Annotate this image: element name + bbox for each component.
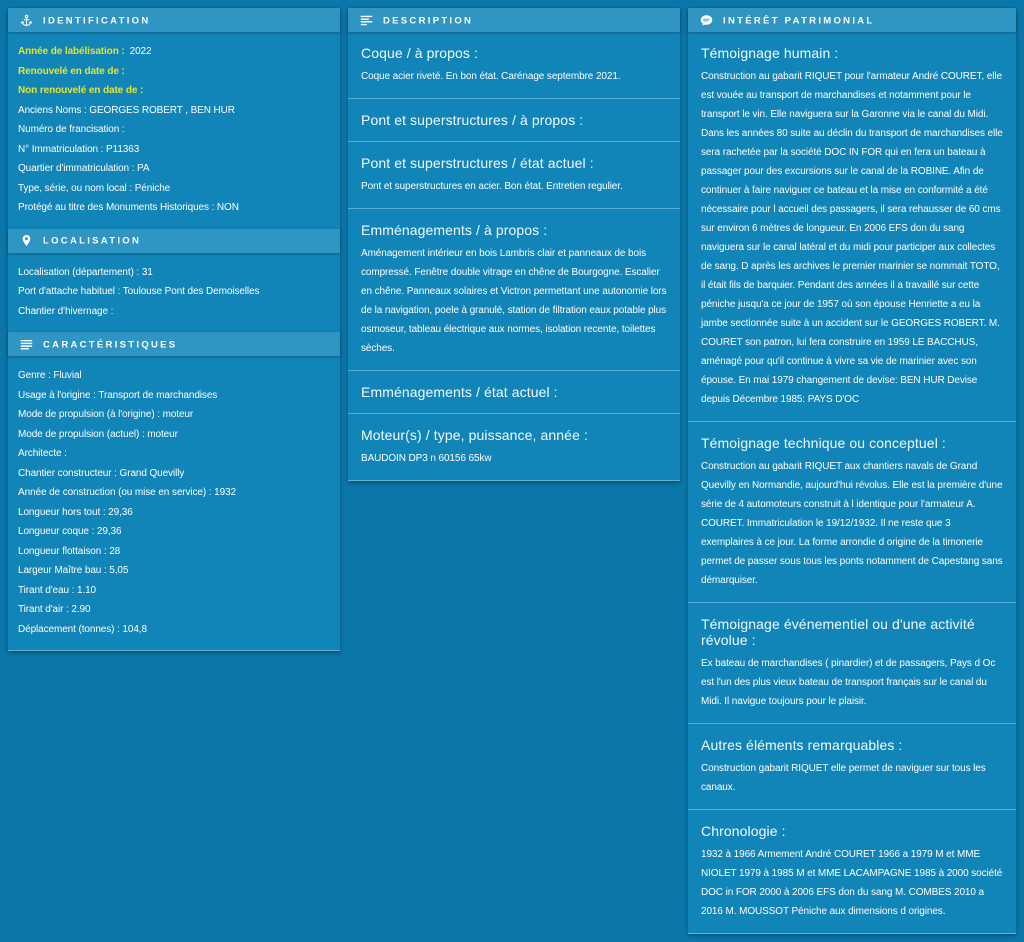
field-row: Tirant d'eau : 1.10 [18, 584, 97, 596]
subsection-heading: Emménagements / état actuel : [361, 384, 558, 400]
field-row [18, 42, 330, 62]
subsection-body: Coque acier riveté. En bon état. Carénage septembre 2021. [361, 71, 621, 82]
right-column [688, 8, 1016, 934]
subsection-heading: Moteur(s) / type, puissance, année : [361, 427, 588, 443]
field-row: Année de construction (ou mise en service) : 1932 [18, 487, 237, 498]
subsection-heading: Témoignage événementiel ou d'une activité révolue : [701, 616, 975, 648]
field-row: Port d'attache habituel : Toulouse Pont des Demoiselles [18, 286, 260, 297]
subsection-body: BAUDOIN DP3 n 60156 65kw [361, 453, 492, 464]
section-header-identification [8, 8, 340, 32]
field-label: Année de labélisation : [18, 46, 125, 57]
identification-fields [8, 32, 340, 229]
field-row: N° Immatriculation : P11363 [18, 143, 140, 155]
subsection-body: 1932 à 1966 Armement André COURET 1966 a 1979 M et MME NIOLET 1979 à 1985 M et MME LACAMPAGNE 1985 à 2000 société DOC in FOR 2000 à 2006 EFS don du sang M. COMBES 2010 a 2016 M. MOUSSOT Péniche aux dimensions d origines. [701, 849, 1003, 917]
subsection-heading: Témoignage humain : [701, 45, 839, 61]
field-row: Quartier d'immatriculation : PA [18, 163, 150, 174]
description-section [348, 371, 680, 414]
section-title: CARACTÉRISTIQUES [43, 339, 178, 350]
align-left-icon [360, 14, 373, 27]
field-row: Longueur flottaison : 28 [18, 545, 121, 557]
field-row: Localisation (département) : 31 [18, 266, 153, 278]
section-header-caracteristiques [8, 332, 340, 356]
field-row: Type, série, ou nom local : Péniche [18, 182, 171, 194]
sliders-icon [20, 338, 33, 351]
field-row: Chantier constructeur : Grand Quevilly [18, 467, 185, 479]
subsection-body: Construction au gabarit RIQUET aux chantiers navals de Grand Quevilly en Normandie, aujourd'hui révolus. Elle est la première d'une série de 4 automoteurs construit à l identique pour l'armateur A. COURET. Immatriculation le 19/12/1932. Il ne reste que 3 exemplaires à ce jour. La forme arrondie d origine de la timonerie permet de passer sous tous les ponts notamment de Capestang sans démarquiser. [701, 461, 1003, 586]
description-section [348, 414, 680, 480]
field-row: Chantier d'hivernage : [18, 305, 114, 317]
subsection-heading: Témoignage technique ou conceptuel : [701, 435, 946, 451]
description-section [348, 32, 680, 99]
field-row: Largeur Maître bau : 5,05 [18, 565, 129, 576]
middle-column [348, 8, 680, 481]
field-row: Longueur hors tout : 29,36 [18, 506, 133, 518]
field-row: Numéro de francisation : [18, 124, 125, 135]
interet-section [688, 603, 1016, 724]
field-row: Protégé au titre des Monuments Historiques : NON [18, 202, 239, 213]
field-label: Renouvelé en date de : [18, 65, 125, 77]
panel-identification [8, 8, 340, 651]
section-title: LOCALISATION [43, 235, 142, 247]
field-row: Tirant d'air : 2.90 [18, 604, 91, 615]
anchor-icon [20, 14, 33, 27]
subsection-heading: Pont et superstructures / à propos : [361, 112, 584, 128]
interet-section [688, 810, 1016, 933]
description-section [348, 142, 680, 209]
field-row: Usage à l'origine : Transport de marchandises [18, 389, 218, 401]
field-label: Non renouvelé en date de : [18, 85, 144, 96]
caracteristiques-fields [8, 356, 340, 650]
subsection-heading: Pont et superstructures / état actuel : [361, 155, 594, 171]
map-pin-icon [20, 234, 33, 247]
section-title: DESCRIPTION [383, 15, 474, 26]
section-title: IDENTIFICATION [43, 15, 151, 26]
field-row: Genre : Fluvial [18, 370, 82, 381]
section-header-interet-patrimonial [688, 8, 1016, 32]
field-row: Déplacement (tonnes) : 104,8 [18, 623, 147, 635]
localisation-fields [8, 253, 340, 333]
subsection-heading: Chronologie : [701, 823, 786, 839]
field-row: Mode de propulsion (actuel) : moteur [18, 428, 178, 440]
description-section [348, 209, 680, 371]
field-row: Architecte : [18, 448, 67, 459]
field-value: 2022 [129, 46, 152, 57]
field-row: Anciens Noms : GEORGES ROBERT , BEN HUR [18, 104, 235, 116]
section-header-description [348, 8, 680, 32]
panel-interet-patrimonial [688, 8, 1016, 934]
field-row: Mode de propulsion (à l'origine) : moteur [18, 409, 194, 420]
subsection-heading: Autres éléments remarquables : [701, 737, 903, 753]
left-column [8, 8, 340, 651]
subsection-body: Pont et superstructures en acier. Bon état. Entretien regulier. [361, 181, 623, 192]
interet-section [688, 32, 1016, 422]
section-header-localisation [8, 229, 340, 253]
comment-icon [700, 14, 713, 27]
panel-description [348, 8, 680, 481]
interet-section [688, 724, 1016, 810]
field-row: Longueur coque : 29,36 [18, 526, 122, 537]
field-row [18, 62, 330, 82]
description-section [348, 99, 680, 142]
subsection-body: Ex bateau de marchandises ( pinardier) et de passagers, Pays d Oc est l'un des plus vieux bateau de transport français sur le canal du Midi. Il navigue toujours pour le plaisir. [701, 658, 996, 707]
subsection-heading: Coque / à propos : [361, 45, 478, 61]
section-title: INTÉRÊT PATRIMONIAL [723, 15, 875, 26]
subsection-heading: Emménagements / à propos : [361, 222, 548, 238]
subsection-body: Construction gabarit RIQUET elle permet de naviguer sur tous les canaux. [701, 763, 986, 793]
interet-section [688, 422, 1016, 603]
field-row [18, 81, 330, 101]
subsection-body: Aménagement intérieur en bois Lambris clair et panneaux de bois compressé. Fenêtre double vitrage en chêne de Bourgogne. Escalier en chêne. Panneaux solaires et Victron permettant une autonomie lors de la navigation, poele à granulé, station de filtration eaux potable plus osmoseur, tableau électrique aux normes, isolation recente, toilettes sèches. [361, 248, 667, 354]
subsection-body: Construction au gabarit RIQUET pour l'armateur André COURET, elle est vouée au transport de marchandises et notamment pour le transport le vin. Elle naviguera sur la Garonne via le canal du Midi. Dans les années 80 suite au déclin du transport de marchandises elle sera rachetée par la société DOC IN FOR qui en fera un bateau à passager pour des excursions sur le canal de la ROBINE. Afin de continuer à faire naviguer ce bateau et la mise en conformité a été nécessaire pour l accueil des passagers, il sera rehausser de 60 cms sur environ 6 mètres de longueur. En 2006 EFS don du sang naviguera sur le canal latéral et du midi pour participer aux collectes de sang. D après les archives le premier marinier se nommait TOTO, il était fils de barquier. Pendant des années il a travaillé sur cette péniche jusqu'a ce jour de 1957 où son épouse Henriette a eu la jambe sectionnée suite à un accident sur le GEORGES ROBERT. M. COURET son patron, lui fera construire en 1959 LE BACCHUS, aménagé pour qu'il continue à vivre sa vie de marinier avec son épouse. En mai 1979 changement de devise: BEN HUR Devise depuis Décembre 1985: PAYS D'OC [701, 71, 1003, 405]
